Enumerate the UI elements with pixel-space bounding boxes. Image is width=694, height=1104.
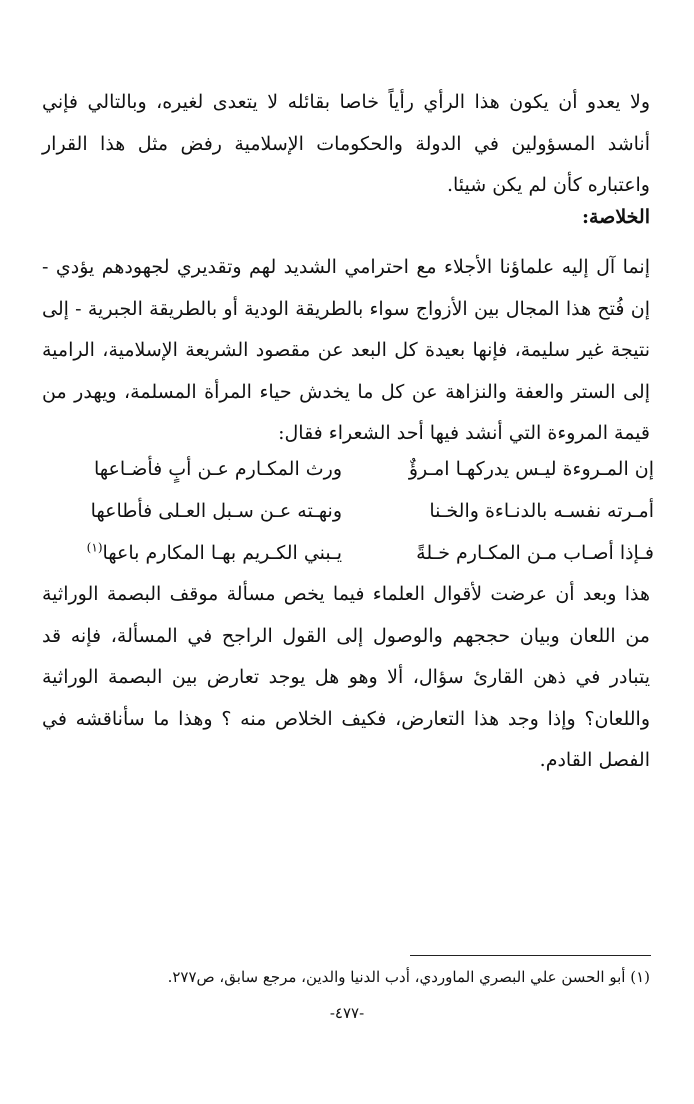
verse-first-hemistich: إن المـروءة ليـس يدركهـا امـرؤٌ [408,458,654,480]
page-number: -٤٧٧- [329,1004,365,1022]
verse-second-hemistich: ونهـته عـن سـبل العـلى فأطاعها [90,500,342,522]
paragraph-conclusion: هذا وبعد أن عرضت لأقوال العلماء فيما يخص مسألة موقف البصمة الوراثية من اللعان وبيان حججهم والوصول إلى القول الراجح في المسألة، فإنه قد يتبادر في ذهن القارئ سؤال، ألا وهو هل يوجد تعارض بين البصمة الوراثية واللعان؟ وإذا وجد هذا التعارض، فكيف الخلاص منه ؟ وهذا ما سأناقشه في الفصل القادم. [42,583,650,771]
poem-verse [60,448,654,490]
paragraph-opening: ولا يعدو أن يكون هذا الرأي رأياً خاصا بقائله لا يتعدى لغيره، وبالتالي فإني أناشد المسؤولين في الدولة والحكومات الإسلامية رفض مثل هذا القرار واعتباره كأن لم يكن شيئا. [42,91,650,196]
footnote-text: (١) أبو الحسن علي البصري الماوردي، أدب الدنيا والدين، مرجع سابق، ص٢٧٧. [167,968,650,986]
poem-block [60,448,654,574]
poem-verse [60,490,654,532]
poem-verse [60,532,654,574]
footnote-marker: (١) [86,540,103,555]
paragraph-summary: إنما آل إليه علماؤنا الأجلاء مع احترامي الشديد لهم وتقديري لجهودهم يؤدي - إن فُتح هذا المجال بين الأزواج سواء بالطريقة الودية أو بالطريقة الجبرية - إلى نتيجة غير سليمة، فإنها بعيدة كل البعد عن مقصود الشريعة الإسلامية، الرامية إلى الستر والعفة والنزاهة عن كل ما يخدش حياء المرأة المسلمة، ويهدر من قيمة المروءة التي أنشد فيها أحد الشعراء فقال: [42,256,650,444]
verse-second-hemistich: ورث المكـارم عـن أبٍ فأضـاعها [93,458,342,480]
footnote-divider [410,955,651,956]
verse-first-hemistich: فـإذا أصـاب مـن المكـارم خـلةً [416,542,654,564]
verse-second-hemistich-text: يـبني الكـريم بهـا المكارم باعها [102,542,342,564]
verse-second-hemistich-with-note [87,532,342,574]
section-heading-summary: الخلاصة: [581,206,650,228]
verse-first-hemistich: أمـرته نفسـه بالدنـاءة والخـنا [429,500,654,522]
